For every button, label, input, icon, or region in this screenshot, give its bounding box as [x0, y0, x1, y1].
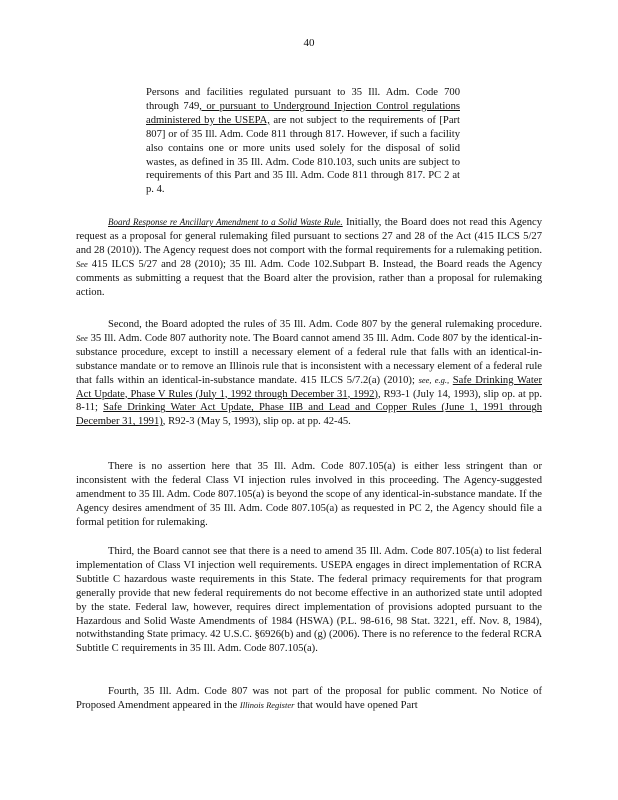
case-citation: Safe Drinking Water Act Update, Phase IIB and Lead and Copper Rules (June 1, 1991 through December 31, 1991) [76, 402, 542, 428]
block-quote [146, 86, 460, 197]
paragraph-text: that would have opened Part [297, 699, 418, 711]
paragraph-text: Third, the Board cannot see that there is a need to amend 35 Ill. Adm. Code 807.105(a) to list federal implementation of Class VI injection well requirements. USEPA engages in direct implementation of RCRA Subtitle C hazardous waste requirements in this State. The federal primacy requirements for that program generally provide that new federal requirements do not become effective in an authorized state until adopted by the state. Federal law, however, requires direct implementation of provisions adopted pursuant to the Hazardous and Solid Waste Amendments of 1984 (HSWA) (P.L. 98-616, 98 Stat. 3221, eff. Nov. 8, 1984), notwithstanding State primacy. 42 U.S.C. §6926(b) and (g) (2006). There is no reference to the federal RCRA Subtitle C requirements in 35 Ill. Adm. Code 807.105(a). [76, 546, 543, 655]
case-citation: Safe Drinking Water Act Update, Phase V Rules (July 1, 1992 through December 31, 1992) [76, 374, 542, 400]
quote-underlined-text: , or pursuant to Underground Injection Control regulations administered by the USEPA, [146, 100, 460, 126]
quote-text-continued: are not subject to the requirements of [Part 807] or of 35 Ill. Adm. Code 811 through 817. However, if such a facility also contains one or more units used solely for the disposal of solid wastes, as defined in 35 Ill. Adm. Code 810.103, such units are subject to requirements of this Part and 35 Ill. Adm. Code 811 through 817. PC 2 at p. 4. [146, 114, 460, 196]
page-number: 40 [303, 37, 315, 49]
paragraph-text: , R92-3 (May 5, 1993), slip op. at pp. 42-45. [162, 416, 351, 428]
publication-title: Illinois Register [239, 699, 295, 710]
paragraph-fourth [76, 685, 542, 713]
section-heading: Board Response re Ancillary Amendment to a Solid Waste Rule. [108, 217, 343, 227]
paragraph-second [76, 318, 542, 429]
citation-signal: see, e.g., [418, 374, 450, 385]
paragraph-text: , R93-1 (July 14, 1993), slip op. at pp. 8-11; [76, 388, 542, 414]
paragraph-third [76, 545, 542, 656]
paragraph-text: Second, the Board adopted the rules of 35 Ill. Adm. Code 807 by the general rulemaking procedure. [108, 319, 542, 330]
citation-signal: See [76, 332, 88, 343]
quote-text: Persons and facilities regulated pursuant to 35 Ill. Adm. Code 700 through 749 [146, 87, 460, 112]
paragraph-board-response [76, 216, 542, 299]
paragraph-text: Initially, the Board does not read this Agency request as a proposal for general rulemaking filed pursuant to sections 27 and 28 of the Act (415 ILCS 5/27 and 28 (2010)). The Agency request does not comport with the formal requirements for a rulemaking petition. [76, 217, 542, 256]
paragraph-text: 35 Ill. Adm. Code 807 authority note. The Board cannot amend 35 Ill. Adm. Code 807 by the identical-in-substance procedure, except to instill a necessary element of a federal rule that falls with an identical-in-substance mandate or to remove an Illinois rule that is inconsistent with a necessary element of a federal rule that falls within an identical-in-substance mandate. 415 ILCS 5/7.2(a) (2010); [76, 332, 542, 386]
paragraph-text: 415 ILCS 5/27 and 28 (2010); 35 Ill. Adm. Code 102.Subpart B. Instead, the Board reads the Agency comments as submitting a request that the Board alter the provision, rather than a proposal for rulemaking action. [76, 258, 542, 298]
paragraph-no-assertion [76, 460, 542, 530]
paragraph-text: There is no assertion here that 35 Ill. Adm. Code 807.105(a) is either less stringent than or inconsistent with the federal Class VI injection rules involved in this proceeding. The Agency-suggested amendment to 35 Ill. Adm. Code 807.105(a) is beyond the scope of any identical-in-substance mandate. If the Agency desires amendment of 35 Ill. Adm. Code 807.105(a) as requested in PC 2, the Agency should file a formal petition for rulemaking. [76, 461, 542, 528]
citation-signal: See [76, 258, 88, 269]
paragraph-text: Fourth, 35 Ill. Adm. Code 807 was not part of the proposal for public comment. No Notice of Proposed Amendment appeared in the [76, 686, 542, 711]
